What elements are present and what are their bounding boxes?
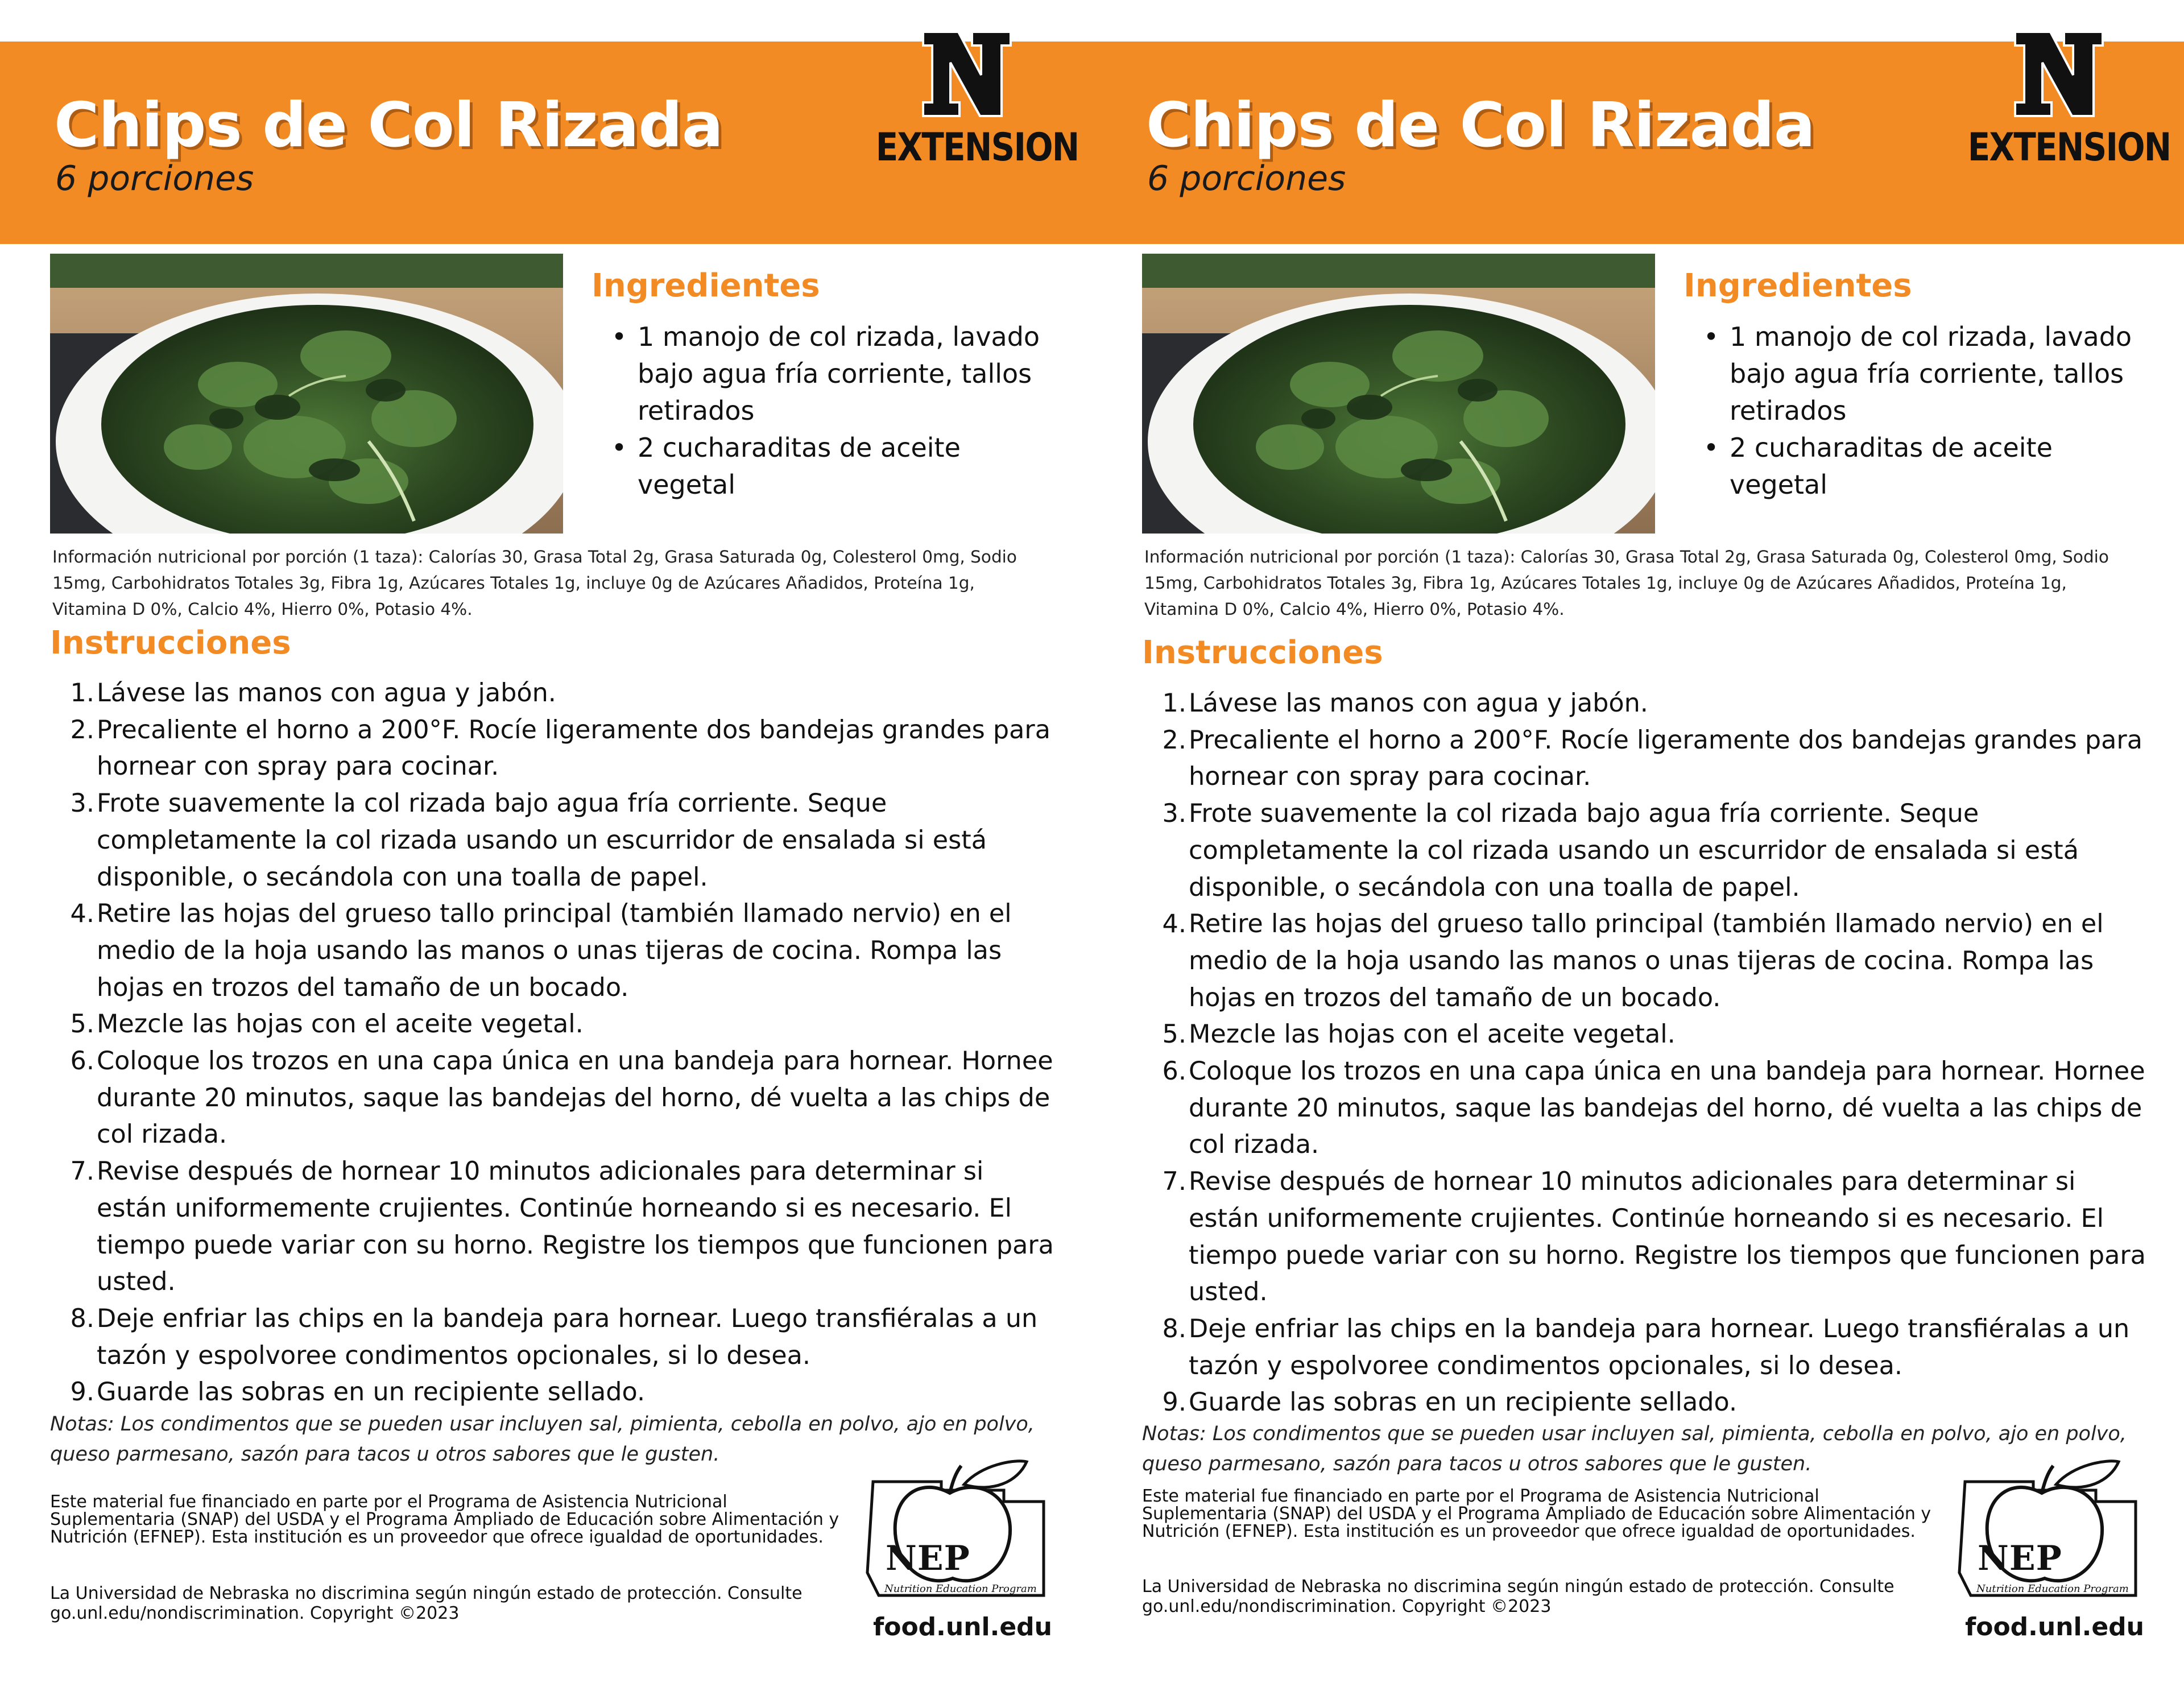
instruction-step — [1142, 796, 2152, 906]
nep-logo-text: NEP — [1978, 1539, 2062, 1578]
nep-logo — [856, 1459, 1049, 1607]
nutrition-info: Información nutricional por porción (1 taza): Calorías 30, Grasa Total 2g, Grasa Saturada 0g, Colesterol 0mg, Sodio 15mg, Carbohidratos Totales 3g, Fibra 1g, Azúcares Totales 1g, incluye 0g de Azúcares Añadidos, Proteína 1g, Vitamina D 0%, Calcio 4%, Hierro 0%, Potasio 4%. — [1144, 547, 2109, 619]
kale-chips-photo — [50, 254, 563, 534]
servings-label: 6 porciones — [55, 159, 254, 199]
step-number: 8. — [70, 1304, 94, 1333]
instruction-step — [50, 712, 1060, 785]
step-text: Precaliente el horno a 200°F. Rocíe ligeramente dos bandejas grandes para hornear con spray para cocinar. — [1189, 725, 2142, 792]
extension-logo-text: EXTENSION — [1967, 125, 2171, 170]
recipe-title: Chips de Col Rizada — [1146, 90, 1815, 161]
step-text: Frote suavemente la col rizada bajo agua fría corriente. Seque completamente la col rizada usando un escurridor de ensalada si está disponible, o secándola con una toalla de papel. — [97, 789, 987, 892]
ingredient-list — [611, 319, 1066, 503]
step-number: 3. — [1162, 799, 1186, 829]
ingredient-item: • 2 cucharaditas de aceite vegetal — [611, 429, 1066, 503]
step-number: 7. — [70, 1157, 94, 1186]
instruction-step — [1142, 1053, 2152, 1164]
recipe-notes: Notas: Los condimentos que se pueden usar incluyen sal, pimienta, cebolla en polvo, ajo en polvo, queso parmesano, sazón para tacos u otros sabores que le gusten. — [1142, 1423, 2127, 1475]
step-text: Lávese las manos con agua y jabón. — [97, 679, 556, 708]
recipe-card-right — [1092, 0, 2184, 1687]
step-text: Deje enfriar las chips en la bandeja para hornear. Luego transfiéralas a un tazón y espolvoree condimentos opcionales, si lo desea. — [97, 1304, 1038, 1370]
step-number: 1. — [1162, 689, 1186, 718]
step-number: 9. — [70, 1378, 94, 1407]
step-text: Retire las hojas del grueso tallo principal (también llamado nervio) en el medio de la hoja usando las manos o unas tijeras de cocina. Rompa las hojas en trozos del tamaño de un bocado. — [97, 899, 1012, 1002]
step-number: 8. — [1162, 1314, 1186, 1343]
nep-logo — [1948, 1459, 2141, 1607]
instruction-step — [50, 1301, 1060, 1374]
website-url: food.unl.edu — [873, 1612, 1052, 1641]
step-text: Mezcle las hojas con el aceite vegetal. — [1189, 1020, 1676, 1049]
ingredient-item: • 1 manojo de col rizada, lavado bajo agua fría corriente, tallos retirados — [1703, 319, 2158, 429]
step-text: Guarde las sobras en un recipiente sellado. — [97, 1378, 646, 1407]
step-text: Precaliente el horno a 200°F. Rocíe ligeramente dos bandejas grandes para hornear con spray para cocinar. — [97, 715, 1050, 782]
instruction-step — [50, 1043, 1060, 1153]
instruction-step — [1142, 1016, 2152, 1053]
extension-logo — [1954, 28, 2171, 199]
instructions-heading: Instrucciones — [1142, 634, 1383, 671]
step-number: 7. — [1162, 1167, 1186, 1197]
instruction-step — [50, 1006, 1060, 1043]
step-number: 4. — [70, 899, 94, 929]
ingredients-heading: Ingredientes — [1684, 267, 1912, 304]
step-text: Revise después de hornear 10 minutos adicionales para determinar si están uniformemente crujientes. Continúe horneando si es necesario. El tiempo puede variar con su horno. Registre los tiempos que funcionen para usted. — [97, 1157, 1054, 1297]
instruction-step — [50, 1374, 1060, 1411]
step-number: 5. — [70, 1010, 94, 1039]
step-number: 6. — [70, 1047, 94, 1076]
step-number: 2. — [70, 715, 94, 745]
step-text: Guarde las sobras en un recipiente sellado. — [1189, 1388, 1738, 1417]
step-number: 5. — [1162, 1020, 1186, 1049]
servings-label: 6 porciones — [1147, 159, 1346, 199]
instruction-step — [50, 785, 1060, 896]
instructions-heading: Instrucciones — [50, 625, 291, 661]
kale-chips-photo — [1142, 254, 1655, 534]
funding-statement: Este material fue financiado en parte por el Programa de Asistencia Nutricional Suplementaria (SNAP) del USDA y el Programa Ampliado de Educación sobre Alimentación y Nutrición (EFNEP). Esta institución es un proveedor que ofrece igualdad de oportunidades. — [1142, 1486, 1931, 1541]
nep-logo-subtitle: Nutrition Education Program — [1976, 1583, 2129, 1595]
step-text: Revise después de hornear 10 minutos adicionales para determinar si están uniformemente crujientes. Continúe horneando si es necesario. El tiempo puede variar con su horno. Registre los tiempos que funcionen para usted. — [1189, 1167, 2146, 1307]
instruction-step — [50, 675, 1060, 712]
step-number: 4. — [1162, 909, 1186, 939]
recipe-notes: Notas: Los condimentos que se pueden usar incluyen sal, pimienta, cebolla en polvo, ajo en polvo, queso parmesano, sazón para tacos u otros sabores que le gusten. — [50, 1413, 1035, 1466]
step-text: Coloque los trozos en una capa única en una bandeja para hornear. Hornee durante 20 minutos, saque las bandejas del horno, dé vuelta a las chips de col rizada. — [1189, 1057, 2145, 1160]
instruction-step — [1142, 906, 2152, 1016]
ingredients-heading: Ingredientes — [592, 267, 820, 304]
ingredient-item: • 1 manojo de col rizada, lavado bajo agua fría corriente, tallos retirados — [611, 319, 1066, 429]
nutrition-info: Información nutricional por porción (1 taza): Calorías 30, Grasa Total 2g, Grasa Saturada 0g, Colesterol 0mg, Sodio 15mg, Carbohidratos Totales 3g, Fibra 1g, Azúcares Totales 1g, incluye 0g de Azúcares Añadidos, Proteína 1g, Vitamina D 0%, Calcio 4%, Hierro 0%, Potasio 4%. — [52, 547, 1017, 619]
instruction-step — [50, 896, 1060, 1006]
step-text: Retire las hojas del grueso tallo principal (también llamado nervio) en el medio de la hoja usando las manos o unas tijeras de cocina. Rompa las hojas en trozos del tamaño de un bocado. — [1189, 909, 2104, 1012]
nep-logo-text: NEP — [886, 1539, 970, 1578]
extension-logo — [862, 28, 1079, 199]
step-text: Lávese las manos con agua y jabón. — [1189, 689, 1648, 718]
step-number: 2. — [1162, 725, 1186, 755]
step-number: 3. — [70, 789, 94, 818]
nebraska-n-icon — [919, 28, 1015, 119]
step-text: Frote suavemente la col rizada bajo agua fría corriente. Seque completamente la col rizada usando un escurridor de ensalada si está disponible, o secándola con una toalla de papel. — [1189, 799, 2079, 902]
instruction-steps — [50, 675, 1060, 1411]
instruction-step — [1142, 685, 2152, 722]
step-text: Mezcle las hojas con el aceite vegetal. — [97, 1010, 584, 1039]
instruction-step — [1142, 722, 2152, 796]
step-number: 1. — [70, 679, 94, 708]
step-text: Coloque los trozos en una capa única en una bandeja para hornear. Hornee durante 20 minutos, saque las bandejas del horno, dé vuelta a las chips de col rizada. — [97, 1047, 1053, 1150]
nebraska-n-icon — [2011, 28, 2107, 119]
nondiscrimination-statement: La Universidad de Nebraska no discrimina según ningún estado de protección. Consulte go.unl.edu/nondiscrimination. Copyright ©2023 — [1142, 1577, 1895, 1616]
step-number: 9. — [1162, 1388, 1186, 1417]
step-number: 6. — [1162, 1057, 1186, 1086]
funding-statement: Este material fue financiado en parte por el Programa de Asistencia Nutricional Suplementaria (SNAP) del USDA y el Programa Ampliado de Educación sobre Alimentación y Nutrición (EFNEP). Esta institución es un proveedor que ofrece igualdad de oportunidades. — [50, 1492, 839, 1547]
instruction-steps — [1142, 685, 2152, 1421]
extension-logo-text: EXTENSION — [875, 125, 1079, 170]
recipe-title: Chips de Col Rizada — [54, 90, 723, 161]
website-url: food.unl.edu — [1965, 1612, 2144, 1641]
instruction-step — [50, 1153, 1060, 1301]
instruction-step — [1142, 1164, 2152, 1311]
nondiscrimination-statement: La Universidad de Nebraska no discrimina según ningún estado de protección. Consulte go.unl.edu/nondiscrimination. Copyright ©2023 — [50, 1583, 803, 1623]
instruction-step — [1142, 1384, 2152, 1421]
ingredient-list — [1703, 319, 2158, 503]
nep-logo-subtitle: Nutrition Education Program — [884, 1583, 1037, 1595]
ingredient-item: • 2 cucharaditas de aceite vegetal — [1703, 429, 2158, 503]
step-text: Deje enfriar las chips en la bandeja para hornear. Luego transfiéralas a un tazón y espolvoree condimentos opcionales, si lo desea. — [1189, 1314, 2130, 1380]
instruction-step — [1142, 1311, 2152, 1384]
